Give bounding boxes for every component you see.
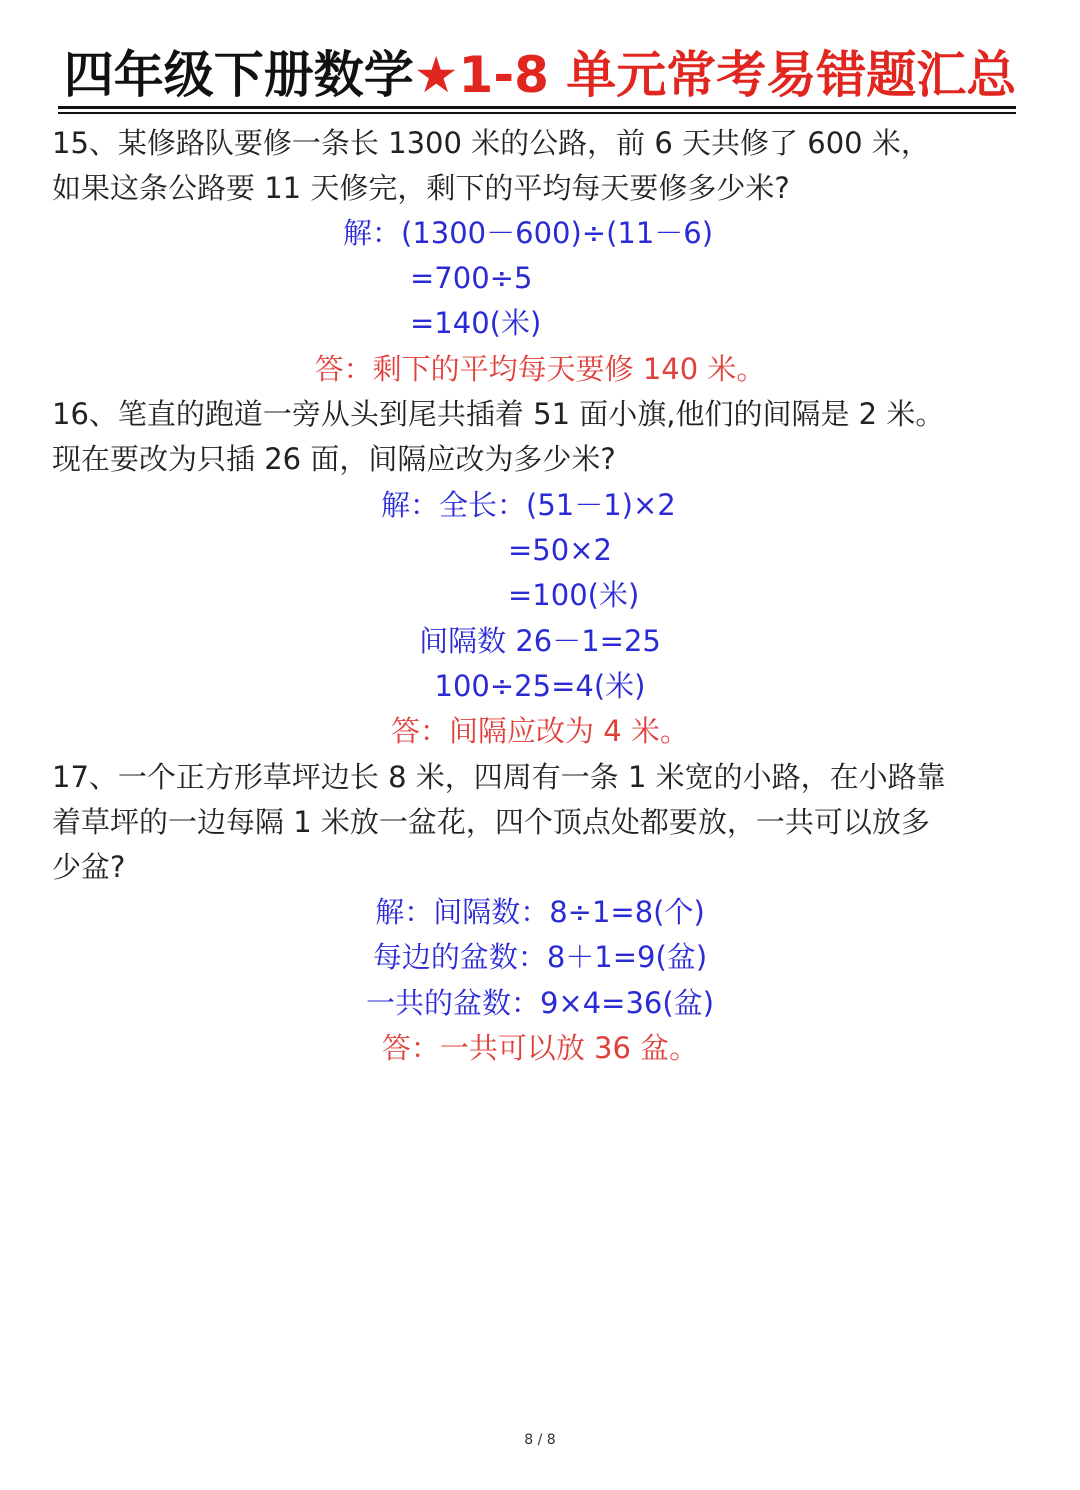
q16-solution-step-2: =50×2 [508,533,612,567]
page-number: 8 / 8 [524,1432,556,1448]
question-15-line-2: 如果这条公路要 11 天修完，剩下的平均每天要修多少米? [52,171,790,205]
q16-solution-step-5: 100÷25=4(米) [434,669,646,703]
question-15-line-1: 15、某修路队要修一条长 1300 米的公路，前 6 天共修了 600 米， [52,126,930,160]
q15-answer: 答：剩下的平均每天要修 140 米。 [314,352,766,386]
q15-solution-step-2: =700÷5 [410,261,533,295]
q17-answer: 答：一共可以放 36 盆。 [381,1031,699,1065]
title-main: 四年级下册数学 [63,46,414,104]
q17-solution-step-3: 一共的盆数：9×4=36(盆) [365,986,715,1020]
q15-solution-step-3: =140(米) [410,306,542,340]
question-17-line-1: 17、一个正方形草坪边长 8 米，四周有一条 1 米宽的小路，在小路靠 [52,760,946,794]
q16-answer: 答：间隔应改为 4 米。 [391,714,689,748]
q16-solution-step-1: 解：全长：(51－1)×2 [381,488,676,522]
page-title [0,40,1080,110]
q17-solution-step-1: 解：间隔数：8÷1=8(个) [375,895,705,929]
question-16 [52,392,1032,482]
question-17 [52,755,1032,890]
question-16-line-1: 16、笔直的跑道一旁从头到尾共插着 51 面小旗,他们的间隔是 2 米。 [52,397,945,431]
title-underline [58,106,1016,109]
question-15 [52,121,1032,211]
q16-solution-step-3: =100(米) [508,578,640,612]
star-icon: ★ [413,46,459,104]
q15-solution-step-1: 解：(1300－600)÷(11－6) [343,216,714,250]
question-17-line-2: 着草坪的一边每隔 1 米放一盆花，四个顶点处都要放，一共可以放多 [52,805,930,839]
question-16-line-2: 现在要改为只插 26 面，间隔应改为多少米? [52,442,616,476]
q17-solution-step-2: 每边的盆数：8＋1=9(盆) [372,940,708,974]
title-accent: 1-8 单元常考易错题汇总 [458,46,1017,104]
q16-solution-step-4: 间隔数 26－1=25 [419,624,661,658]
question-17-line-3: 少盆? [52,850,126,884]
title-underline-thin [58,112,1016,114]
